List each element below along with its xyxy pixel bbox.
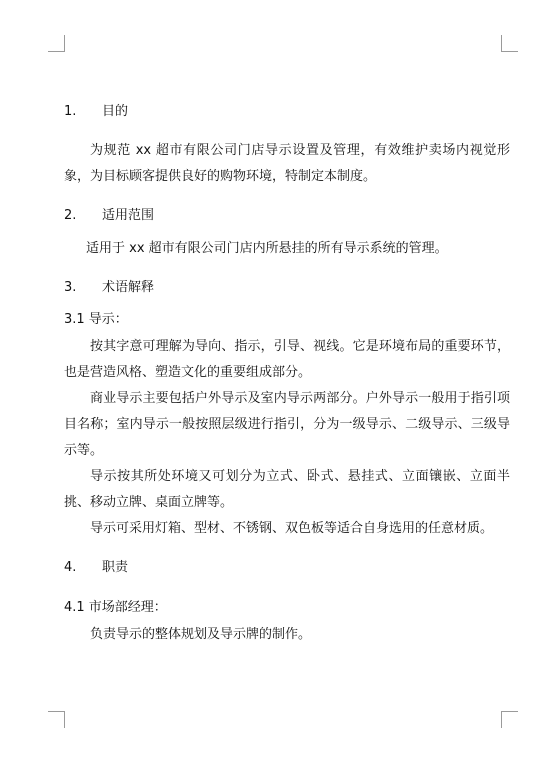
subsection-heading: 4.1 市场部经理：: [64, 600, 167, 615]
section-title: 术语解释: [102, 280, 155, 295]
subsection-heading: 3.1 导示：: [64, 312, 128, 327]
section-title: 目的: [102, 104, 129, 119]
paragraph: 导示按其所处环境又可划分为立式、卧式、悬挂式、立面镶嵌、立面半挑、移动立牌、桌面立牌等。: [64, 469, 510, 510]
crop-mark-bottom-left: [48, 711, 65, 728]
paragraph: 适用于 xx 超市有限公司门店内所悬挂的所有导示系统的管理。: [86, 241, 448, 256]
section-title: 职责: [102, 560, 129, 575]
section-title: 适用范围: [102, 208, 155, 223]
crop-mark-top-right: [501, 35, 518, 52]
section-heading-terms: [64, 278, 510, 298]
section-heading-scope: [64, 206, 510, 226]
paragraph: 按其字意可理解为导向、指示，引导、视线。它是环境布局的重要环节，也是营造风格、塑造文化的重要组成部分。: [64, 339, 510, 380]
crop-mark-bottom-right: [501, 711, 518, 728]
paragraph: 负责导示的整体规划及导示牌的制作。: [90, 627, 312, 642]
section-number: 1.: [64, 104, 77, 119]
crop-mark-top-left: [48, 35, 65, 52]
paragraph: 为规范 xx 超市有限公司门店导示设置及管理，有效维护卖场内视觉形象，为目标顾客提供良好的购物环境，特制定本制度。: [64, 143, 510, 184]
section-number: 2.: [64, 208, 77, 223]
paragraph: 商业导示主要包括户外导示及室内导示两部分。户外导示一般用于指引项目名称；室内导示一般按照层级进行指引，分为一级导示、二级导示、三级导示等。: [64, 391, 510, 458]
section-number: 3.: [64, 280, 77, 295]
section-number: 4.: [64, 560, 77, 575]
document-body: [64, 96, 510, 648]
section-heading-duties: [64, 558, 510, 578]
section-heading-purpose: [64, 102, 510, 122]
paragraph: 导示可采用灯箱、型材、不锈钢、双色板等适合自身选用的任意材质。: [90, 521, 494, 536]
